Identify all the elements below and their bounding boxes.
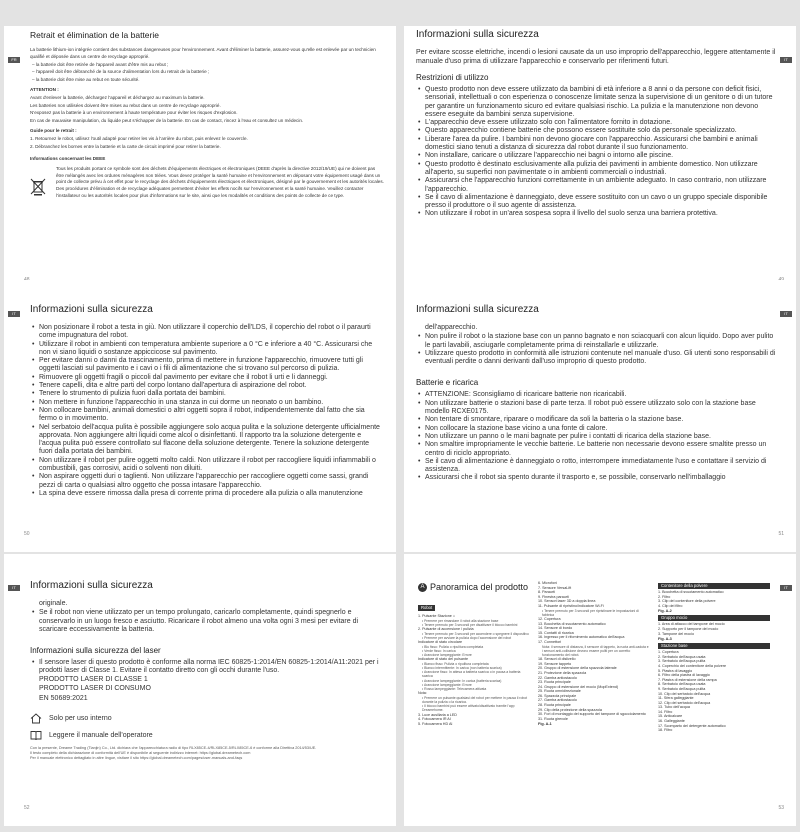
attention-title: ATTENTION : [30, 86, 59, 92]
page-49 [404, 26, 796, 298]
language-tab: FR [8, 57, 20, 63]
part-item: 3. Tampone del mocio [658, 631, 695, 636]
part-item: 20. Gruppo di estensione della spazzola laterale [538, 666, 617, 671]
page-50-content [30, 304, 384, 498]
indoor-use [30, 713, 384, 724]
part-item: 8. Serbatoio dell'acqua usata [658, 682, 706, 687]
page-title [418, 581, 530, 593]
part-item: 17. Scomparto del detergente automatico [658, 723, 726, 728]
mop-list [658, 622, 770, 636]
list-item: • L'apparecchio deve essere utilizzato solo con l'alimentatore fornito in dotazione. [416, 119, 780, 127]
figure-label: Fig. A-1 [538, 722, 552, 727]
robot-tag: Robot [418, 605, 435, 611]
list-item: • Tenere lo strumento di pulizia fuori dalla portata dei bambini. [30, 390, 384, 398]
safety-intro: Per evitare scosse elettriche, incendi o lesioni causate da un uso improprio dell'apparecchio, leggere attentamente il manuale d'uso prima di utilizzare l'apparecchio e conservarlo per riferimenti futuri. [416, 49, 776, 65]
attention-item: Avant d'enlever la batterie, déchargez l'appareil et déchargez au maximum la batterie. [30, 94, 205, 100]
page-48-content [30, 29, 384, 201]
dash-item: – la batterie doit être retirée de l'appareil avant d'être mis au rebut ; [32, 61, 169, 67]
part-note: • Bianco intermittente: In carica (non batteria scarica) [422, 666, 502, 670]
list-item: • Assicurarsi che il robot sia spento durante il trasporto e, se possibile, conservarlo nell'imballaggio [416, 474, 780, 482]
safety-list [30, 324, 384, 498]
part-item: 7. Sensore VersaLift [538, 585, 572, 590]
base-station-tag: Stazione base [658, 643, 770, 649]
guide-step: 1. Retournez le robot, utilisez l'outil adapté pour retirer les vis à l'arrière du robot, puis enlevez le couvercle. [30, 135, 248, 141]
part-item: 23. Ruota principale [538, 680, 571, 685]
page-title: Informazioni sulla sicurezza [30, 580, 153, 591]
part-note: • Verde fisso: In carica [422, 648, 456, 653]
list-item: • Questo prodotto è destinato esclusivamente alla pulizia dei pavimenti in ambiente domestico. Non utilizzare all'aperto, su superfici non pavimentate o in ambienti commerciali o industriali. [416, 161, 780, 178]
part-item: 10. Sensori laser 3D a doppia linea [538, 599, 596, 604]
part-item: Nota: [418, 691, 427, 696]
list-item: • Se il cavo di alimentazione è danneggiato o rotto, interrompere immediatamente l'uso e contattare il servizio di assistenza. [416, 458, 780, 475]
page-52-content [30, 580, 384, 761]
part-item: 16. Galleggiante [658, 719, 685, 724]
page-51 [404, 280, 796, 552]
part-item: 9. Finestra paraurti [538, 594, 569, 599]
section-title: Informazioni sulla sicurezza del laser [30, 646, 161, 656]
list-item: • Non tentare di smontare, riparare o modificare da soli la batteria o la stazione base. [416, 416, 780, 424]
laser-labels [30, 676, 384, 704]
part-item: 29. Clip della protezione della spazzola [538, 707, 602, 712]
part-item: 1. Pulsante Stazione ⌂ [418, 614, 456, 618]
attention-item: Les batteries non utilisées doivent être mises au rebut dans un centre de recyclage approprié. [30, 102, 221, 108]
part-item: 1. Bocchetta di svuotamento automatico [658, 590, 724, 594]
language-tab: IT [780, 57, 792, 63]
part-item: 1. Area di attacco del tampone del mocio [658, 622, 725, 627]
part-note: • Rosso lampeggiante: Telecamera attivata [422, 687, 487, 692]
list-item: • Nel serbatoio dell'acqua pulita è possibile aggiungere solo acqua pulita e la soluzione detergente ufficialmente approvata. Non aggiungere altri liquidi come alcol o disinfettanti. Il rapporto tra la soluzione detergente e l'acqua pulita può essere controllato sul flacone della soluzione detergente. Tenere la soluzione detergente fuori dalla portata dei bambini. [30, 424, 384, 457]
attention-item: N'exposez pas la batterie à un environnement à haute température pour éviter les risques d'explosion. [30, 110, 238, 116]
section-title: Restrizioni di utilizzo [416, 73, 489, 82]
dust-bin-list [658, 590, 770, 608]
list-item: • Se il cavo di alimentazione è danneggiato, deve essere sostituito con un cavo o un gruppo speciale disponibile presso il produttore o il suo agente di assistenza. [416, 194, 780, 211]
part-item: 11. Sfera galleggiante [658, 696, 694, 701]
safety-list [416, 333, 780, 366]
part-item: 4. Coperchio del contenitore della polvere [658, 663, 727, 668]
part-item: 2. Serbatoio dell'acqua usata [658, 654, 706, 659]
part-item: 11. Pulsante di ripristino/indicatore Wi-Fi [538, 603, 604, 608]
list-item: • Questo prodotto non deve essere utilizzato da bambini di età inferiore a 8 anni o da persone con deficit fisici, sensoriali, intellettuali o con esperienza o conoscenze limitate senza la supervisione di un genitore o di un tutore per garantire un funzionamento sicuro ed evitare qualsiasi rischio. La pulizia e la manutenzione non devono essere eseguite da bambini senza supervisione. [416, 86, 780, 119]
part-note: • Bianco fisso: Pulizia o ripulitura completata [422, 661, 489, 666]
part-item: 12. Copertura [538, 616, 561, 621]
page-title: Informazioni sulla sicurezza [30, 304, 153, 315]
page-50 [4, 280, 396, 552]
part-note: Nota: il sensore di distanza, il sensore di tappeto, la ruota anti-caduta e i sensori anti-collisione devono essere puliti per un corretto funzionamento del robot. [542, 644, 649, 657]
part-item: 17. Connettori [538, 639, 562, 644]
overview-col-3 [658, 581, 770, 733]
part-item: 14. Filtro [658, 709, 673, 714]
part-item: 6. Filtro della piastra di lavaggio [658, 673, 710, 678]
continued-text: originale. [39, 600, 68, 607]
deee-text: Tous les produits portant ce symbole sont des déchets d'équipements électriques et électroniques (DEEE d'après la directive 2012/19/UE) qui ne doivent pas être mélangés avec les ordures ménagères non triées. Vous devez protéger la santé humaine et l'environnement en déposant votre équipement usagé dans un point de collecte prévu à cet effet pour le recyclage des déchets d'équipements électriques et électroniques, désigné par le gouvernement et les autorités locales. Des procédures d'élimination et de recyclage adéquates permettent d'éviter les effets nocifs sur l'environnement et la santé humaine. Veuillez contacter l'installateur ou les autorités locales pour plus d'informations sur le site, ainsi que les modalités et conditions des points de collecte de ce type. [56, 166, 384, 198]
part-item: 24. Gruppo di estensione del mocio (MopExtend) [538, 684, 619, 689]
page-number: 53 [778, 805, 784, 811]
part-note: • Premere un pulsante qualsiasi del robot per mettere in pausa il robot durante la pulizia o la ricarica. [422, 695, 528, 705]
laser-text: • Il sensore laser di questo prodotto è conforme alla norma IEC 60825-1:2014/EN 60825-1:2014/A11:2021 per i prodotti laser di Classe 1. Evitare il contatto diretto con gli occhi durante l'uso. [30, 659, 384, 676]
laser-list [30, 659, 384, 676]
guide-step: 2. Débranchez les bornes entre la batterie et la carte de circuit imprimé pour retirer la batterie. [30, 143, 221, 149]
page-title: Informazioni sulla sicurezza [416, 29, 539, 40]
robot-parts-list-2 [538, 581, 650, 721]
part-note: • Arancione lampeggiante: Errore [422, 653, 472, 657]
language-tab: IT [8, 311, 20, 317]
part-item: 22. Gamba antiostacolo [538, 675, 577, 680]
part-item: 8. Paraurti [538, 590, 556, 595]
attention-list [30, 95, 384, 125]
part-item: 9. Serbatoio dell'acqua pulita [658, 686, 706, 691]
conformity-notice: Con la presente, Dreame Trading (Tianjin) Co., Ltd. dichiara che l'apparecchiatura radio di tipo RLX85CE-4/RLX85CE-5/RLX85CE-6 è conforme alla Direttiva 2014/53/UE. [30, 746, 317, 751]
part-item: 19. Sensore tappeto [538, 661, 572, 666]
part-item: 4. Fotocamera IR AI [418, 717, 451, 722]
list-item: • Assicurarsi che l'apparecchio funzioni correttamente in un ambiente adeguato. In caso contrario, non utilizzare l'apparecchio. [416, 177, 780, 194]
part-item: 3. Clip del contenitore della polvere [658, 599, 716, 604]
part-item: 2. Filtro [658, 594, 671, 599]
part-item: 5. Fotocamera HD AI [418, 721, 453, 726]
page-52 [4, 554, 396, 826]
list-item: • Tenere capelli, dita e altre parti del corpo lontano dall'apertura di aspirazione del robot. [30, 382, 384, 390]
part-item: 5. Piastra di lavaggio [658, 668, 693, 673]
list-item: • Non collocare bambini, animali domestici o altri oggetti sopra il robot, indipendentemente dal fatto che sia fermo o in movimento. [30, 407, 384, 424]
part-note: • Tenere premuto per 3 secondi per accendere o spegnere il dispositivo [422, 631, 529, 636]
part-item: 12. Clip del serbatoio dell'acqua [658, 700, 711, 705]
conformity-text-link: Il testo completo della dichiarazione di conformità dell'UE è disponibile al seguente indirizzo internet: https://global.dreametech.com [30, 751, 251, 756]
list-item: • Non smaltire impropriamente le vecchie batterie. Le batterie non necessarie devono essere smaltite presso un centro di riciclo appropriato. [416, 441, 780, 458]
part-note: • Tenere premuto per 3 secondi per ripristinare le impostazioni di fabbrica [542, 608, 639, 617]
page-title: Informazioni sulla sicurezza [416, 304, 539, 315]
continued-text: dell'apparecchio. [425, 324, 478, 331]
safety-list [30, 609, 384, 634]
list-item: • Non installare, caricare o utilizzare l'apparecchio nei bagni o intorno alle piscine. [416, 152, 780, 160]
overview-col-2 [538, 581, 650, 733]
part-note: • Tenere premuto per 3 secondi per disattivare il blocco bambini [422, 622, 518, 627]
base-station-list [658, 650, 770, 733]
list-item: • Utilizzare questo prodotto in conformità alle istruzioni contenute nel manuale d'uso. Gli utenti sono responsabili di eventuali perdite o danni derivanti dall'uso improprio di questo prodotto. [416, 350, 780, 367]
language-tab: IT [780, 311, 792, 317]
part-note: • Arancione lampeggiante: In carica (batteria scarica) [422, 678, 502, 683]
list-item: • Non utilizzare batterie o stazioni base di parte terza. Il robot può essere utilizzato solo con la stazione base modello RCXE0175. [416, 400, 780, 417]
part-item: 15. Contatti di ricarica [538, 630, 574, 635]
part-item: 27. Gamba antiostacolo [538, 698, 577, 703]
list-item: • Rimuovere gli oggetti fragili o piccoli dal pavimento per evitare che il robot li urti e li danneggi. [30, 374, 384, 382]
list-item: • Non utilizzare il robot in un'area sospesa sopra il livello del suolo senza una barriera protettiva. [416, 210, 780, 218]
part-item: Indicatore di stato circolare [418, 640, 463, 644]
restrictions-list [416, 86, 780, 219]
deee-title: Informations concernant les DEEE [30, 156, 106, 162]
part-item: 15. Anticalcare [658, 714, 683, 719]
part-item: 18. Filtro [658, 728, 673, 733]
list-item: • Non utilizzare il robot per pulire oggetti molto caldi. Non utilizzare il robot per raccogliere liquidi infiammabili o combustibili, gas corrosivi, acidi o solventi non diluiti. [30, 457, 384, 474]
list-item: • Liberare l'area da pulire. I bambini non devono giocare con l'apparecchio. Assicurarsi che bambini e animali domestici siano tenuti a distanza di sicurezza dal robot durante il suo funzionamento. [416, 136, 780, 153]
part-item: 2. Pulsante di accensione / pulizia [418, 627, 474, 631]
list-item: • Non pulire il robot o la stazione base con un panno bagnato e non sciacquarli con alcun liquido. Dopo aver pulito le parti lavabili, asciugarle completamente prima di reinstallarle e utilizzarle. [416, 333, 780, 350]
part-item: 30. Fori di montaggio del supporto del tampone di sgocciolamento [538, 712, 646, 717]
list-item: • Utilizzare il robot in ambienti con temperatura ambiente superiore a 0 °C e inferiore a 40 °C. Assicurarsi che non vi siano liquidi o sostanze appiccicose sul pavimento. [30, 341, 384, 358]
part-note: • Arancione fisso: In attesa a batteria scarica o in pausa a batteria scarica [422, 670, 521, 679]
part-item: 26. Spazzola principale [538, 693, 577, 698]
guide-list [30, 136, 384, 151]
part-note: • Il blocco bambini può essere attivato/disattivato tramite l'app Dreamehome. [422, 704, 515, 713]
battery-dash-list [30, 62, 384, 84]
part-item: 6. Microfoni [538, 581, 558, 585]
page-number: 52 [24, 805, 30, 811]
part-item: 18. Sensori di dislivello [538, 657, 576, 662]
section-badge: A [418, 583, 427, 592]
part-note: • Blu fisso: Pulizia o ripulitura completata [422, 644, 484, 649]
part-item: 16. Ingresso per il rifornimento automatico dell'acqua [538, 635, 625, 640]
figure-label: Fig. A-3 [658, 637, 672, 642]
list-item: • Non aspirare oggetti duri o taglienti. Non utilizzare l'apparecchio per raccogliere oggetti come sassi, grandi pezzi di carta o qualsiasi altro oggetto che possa intasare l'apparecchio. [30, 473, 384, 490]
part-item: 4. Clip del filtro [658, 603, 683, 608]
part-item: 10. Clip del serbatoio dell'acqua [658, 691, 711, 696]
indoor-label: Solo per uso interno [49, 715, 112, 723]
laser-label: PRODOTTO LASER DI CONSUMO [39, 685, 151, 693]
page-title-text: Panoramica del prodotto [430, 582, 529, 592]
part-note: • Premere per avviare la pulizia dopo l'accensione del robot [422, 635, 512, 640]
part-item: 28. Ruota principale [538, 703, 571, 708]
laser-label: PRODOTTO LASER DI CLASSE 1 [39, 675, 148, 683]
part-item: 13. Tubo dell'acqua [658, 705, 690, 710]
part-item: 7. Piastra di estensione della rampa [658, 677, 717, 682]
list-item: • Questo apparecchio contiene batterie che possono essere sostituite solo da personale specializzato. [416, 127, 780, 135]
page-53 [404, 554, 796, 826]
part-item: 31. Ruota girevole [538, 716, 568, 721]
part-item: Indicatore di stato del pulsante [418, 657, 469, 662]
list-item: • Per evitare danni o danni da trascinamento, prima di mettere in funzione l'apparecchio, rimuovere tutti gli oggetti lasciati sul pavimento e i cavi o i fili di alimentazione che si trovano sul percorso di pulizia. [30, 357, 384, 374]
list-item: • Non utilizzare un panno o le mani bagnate per pulire i contatti di ricarica della stazione base. [416, 433, 780, 441]
robot-parts-list [418, 614, 530, 726]
overview-col-1 [418, 581, 530, 733]
house-icon [30, 713, 42, 724]
dash-item: – l'appareil doit être débranché de la source d'alimentation lors du retrait de la batterie ; [32, 69, 210, 75]
figure-label: Fig. A-2 [658, 609, 672, 614]
list-item: • Non collocare la stazione base vicino a una fonte di calore. [416, 425, 780, 433]
part-item: 1. Copertura [658, 650, 679, 655]
part-item: 2. Supporto per il tampone del mocio [658, 626, 719, 631]
laser-label: EN 50689:2021 [39, 694, 88, 702]
page-53-content [418, 581, 790, 733]
list-item: • ATTENZIONE: Sconsigliamo di ricaricare batterie non ricaricabili. [416, 391, 780, 399]
battery-intro: La batterie lithium-ion intégrée contient des substances dangereuses pour l'environnement. Avant d'éliminer la batterie, assurez-vous qu'elle est enlevée par un technicien qualifié et déposée dans un centre de recyclage approprié. [30, 47, 376, 59]
part-item: 14. Sensore di bordo [538, 626, 573, 631]
part-item: 25. Ruota omnidirezionale [538, 689, 581, 694]
part-item: 21. Protezione della spazzola [538, 670, 587, 675]
attention-item: En cas de mauvaise manipulation, du liquide peut s'échapper de la batterie. En cas de contact, rincez à l'eau et consultez un médecin. [30, 118, 304, 124]
read-manual [30, 730, 384, 741]
crossed-bin-icon [30, 166, 50, 201]
list-item: • Non mettere in funzione l'apparecchio in una stanza in cui dorme un neonato o un bambino. [30, 399, 384, 407]
manual-link: Per il manuale elettronico dettagliato in altre lingue, visitare il sito https://global.dreametech.com/pages/user-manuals-and-faqs [30, 756, 243, 761]
list-item: • Se il robot non viene utilizzato per un tempo prolungato, caricarlo completamente, quindi spegnerlo e conservarlo in un luogo fresco e asciutto. Ricaricare il robot almeno una volta ogni 3 mesi per evitare di scaricare eccessivamente la batteria. [30, 609, 384, 634]
part-note: • Arancione lampeggiante: Errore [422, 682, 472, 687]
part-item: 13. Bocchetta di svuotamento automatico [538, 621, 606, 626]
page-51-content [416, 304, 780, 483]
battery-list [416, 391, 780, 482]
mop-tag: Gruppo mocio [658, 615, 770, 621]
part-note: • Premere per rimandare il robot alla stazione base [422, 618, 499, 623]
list-item: • Non posizionare il robot a testa in giù. Non utilizzare il coperchio dell'LDS, il coperchio del robot o il paraurti come impugnatura del robot. [30, 324, 384, 341]
part-item: 3. Luce ausiliaria a LED [418, 712, 457, 717]
page-48 [4, 26, 396, 298]
dash-item: – la batterie doit être mise au rebut en toute sécurité. [32, 77, 140, 83]
page-number: 51 [778, 531, 784, 537]
language-tab: IT [780, 585, 792, 591]
book-icon [30, 730, 42, 741]
page-number: 50 [24, 531, 30, 537]
part-item: 3. Serbatoio dell'acqua pulita [658, 659, 706, 664]
dust-bin-tag: Contenitore della polvere [658, 583, 770, 589]
page-49-content [416, 29, 780, 219]
section-title: Batterie e ricarica [416, 378, 479, 388]
deee-block [30, 166, 384, 201]
manual-label: Leggere il manuale dell'operatore [49, 732, 153, 740]
page-title: Retrait et élimination de la batterie [30, 30, 159, 40]
language-tab: IT [8, 585, 20, 591]
guide-title: Guide pour le retrait : [30, 127, 77, 133]
list-item: • La spina deve essere rimossa dalla presa di corrente prima di procedere alla pulizia o alla manutenzione [30, 490, 384, 498]
